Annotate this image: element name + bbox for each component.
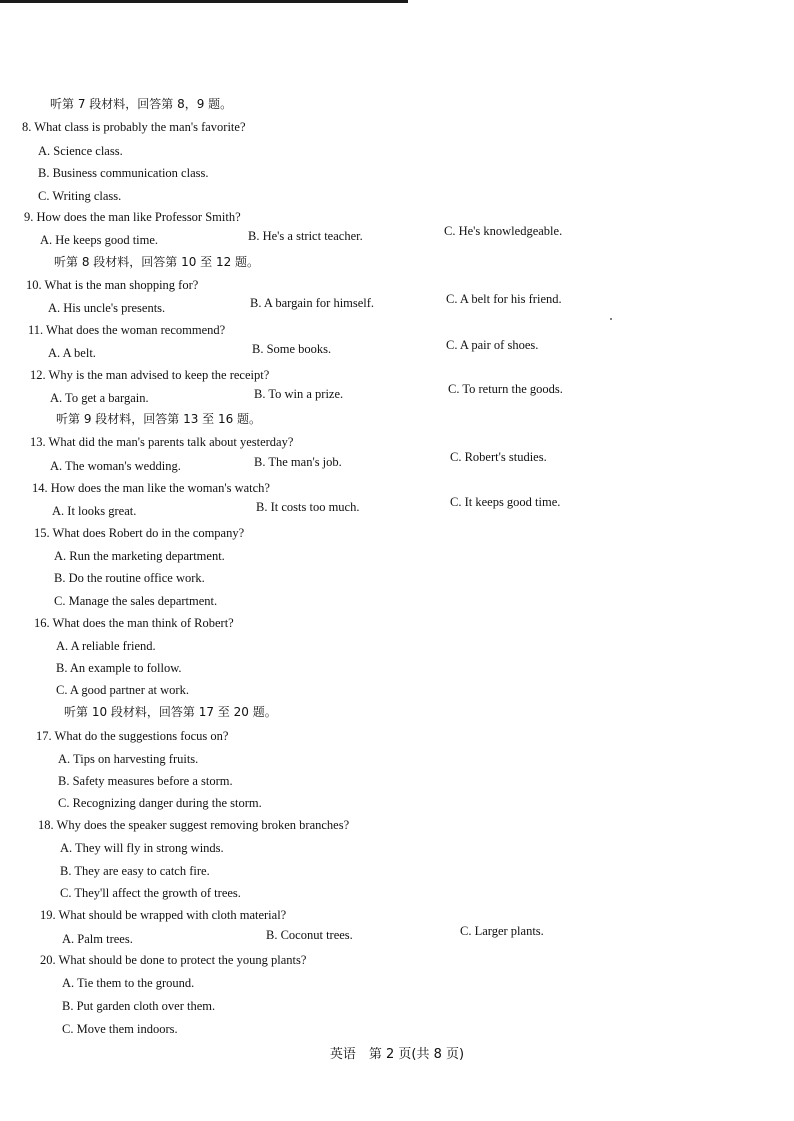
question-14-stem: 14. How does the man like the woman's watch? — [32, 481, 270, 495]
question-18-stem: 18. Why does the speaker suggest removing broken branches? — [38, 818, 350, 832]
question-20-option-c: C. Move them indoors. — [62, 1022, 178, 1036]
question-15-option-b: B. Do the routine office work. — [54, 571, 205, 585]
section-heading-7: 听第 7 段材料，回答第 8，9 题。 — [50, 97, 233, 111]
question-19-stem: 19. What should be wrapped with cloth material? — [40, 908, 287, 922]
question-10-option-a: A. His uncle's presents. — [48, 301, 166, 315]
question-10-stem: 10. What is the man shopping for? — [26, 278, 199, 292]
question-20-option-a: A. Tie them to the ground. — [62, 976, 195, 990]
question-20-option-b: B. Put garden cloth over them. — [62, 999, 216, 1013]
question-11-option-a: A. A belt. — [48, 346, 96, 360]
question-8-stem: 8. What class is probably the man's favorite? — [22, 120, 246, 134]
question-12-option-b: B. To win a prize. — [254, 387, 344, 401]
question-14-option-a: A. It looks great. — [52, 504, 137, 518]
question-9-option-a: A. He keeps good time. — [40, 233, 159, 247]
question-11-stem: 11. What does the woman recommend? — [28, 323, 226, 337]
question-17-option-a: A. Tips on harvesting fruits. — [58, 752, 199, 766]
question-12-option-c: C. To return the goods. — [448, 382, 563, 396]
page-footer: 英语 第 2 页(共 8 页) — [329, 1047, 465, 1062]
question-19-option-b: B. Coconut trees. — [266, 928, 353, 942]
section-heading-10: 听第 10 段材料，回答第 17 至 20 题。 — [64, 705, 277, 719]
section-heading-9: 听第 9 段材料，回答第 13 至 16 题。 — [56, 412, 262, 426]
question-16-option-c: C. A good partner at work. — [56, 683, 189, 697]
question-16-stem: 16. What does the man think of Robert? — [34, 616, 234, 630]
question-9-option-c: C. He's knowledgeable. — [444, 224, 563, 238]
question-18-option-b: B. They are easy to catch fire. — [60, 864, 210, 878]
question-12-stem: 12. Why is the man advised to keep the receipt? — [30, 368, 270, 382]
question-18-option-c: C. They'll affect the growth of trees. — [60, 886, 241, 900]
question-10-option-c: C. A belt for his friend. — [446, 292, 562, 306]
question-13-stem: 13. What did the man's parents talk about yesterday? — [30, 435, 294, 449]
question-19-option-c: C. Larger plants. — [460, 924, 544, 938]
section-heading-8: 听第 8 段材料，回答第 10 至 12 题。 — [54, 255, 260, 269]
question-17-option-c: C. Recognizing danger during the storm. — [58, 796, 262, 810]
question-20-stem: 20. What should be done to protect the young plants? — [40, 953, 307, 967]
question-11-option-b: B. Some books. — [252, 342, 332, 356]
question-14-option-c: C. It keeps good time. — [450, 495, 561, 509]
question-18-option-a: A. They will fly in strong winds. — [60, 841, 224, 855]
question-15-option-c: C. Manage the sales department. — [54, 594, 218, 608]
question-8-option-b: B. Business communication class. — [38, 166, 209, 180]
question-11-option-c: C. A pair of shoes. — [446, 338, 539, 352]
question-12-option-a: A. To get a bargain. — [50, 391, 149, 405]
question-8-option-a: A. Science class. — [38, 144, 123, 158]
question-9-stem: 9. How does the man like Professor Smith? — [24, 210, 241, 224]
question-17-option-b: B. Safety measures before a storm. — [58, 774, 233, 788]
question-8-option-c: C. Writing class. — [38, 189, 122, 203]
question-19-option-a: A. Palm trees. — [62, 932, 133, 946]
scan-speck — [610, 318, 612, 320]
question-13-option-c: C. Robert's studies. — [450, 450, 547, 464]
question-16-option-b: B. An example to follow. — [56, 661, 182, 675]
top-border-line — [0, 0, 408, 3]
question-15-stem: 15. What does Robert do in the company? — [34, 526, 245, 540]
question-9-option-b: B. He's a strict teacher. — [248, 229, 363, 243]
question-17-stem: 17. What do the suggestions focus on? — [36, 729, 229, 743]
question-10-option-b: B. A bargain for himself. — [250, 296, 375, 310]
question-14-option-b: B. It costs too much. — [256, 500, 360, 514]
question-16-option-a: A. A reliable friend. — [56, 639, 156, 653]
question-13-option-a: A. The woman's wedding. — [50, 459, 181, 473]
question-13-option-b: B. The man's job. — [254, 455, 342, 469]
question-15-option-a: A. Run the marketing department. — [54, 549, 225, 563]
